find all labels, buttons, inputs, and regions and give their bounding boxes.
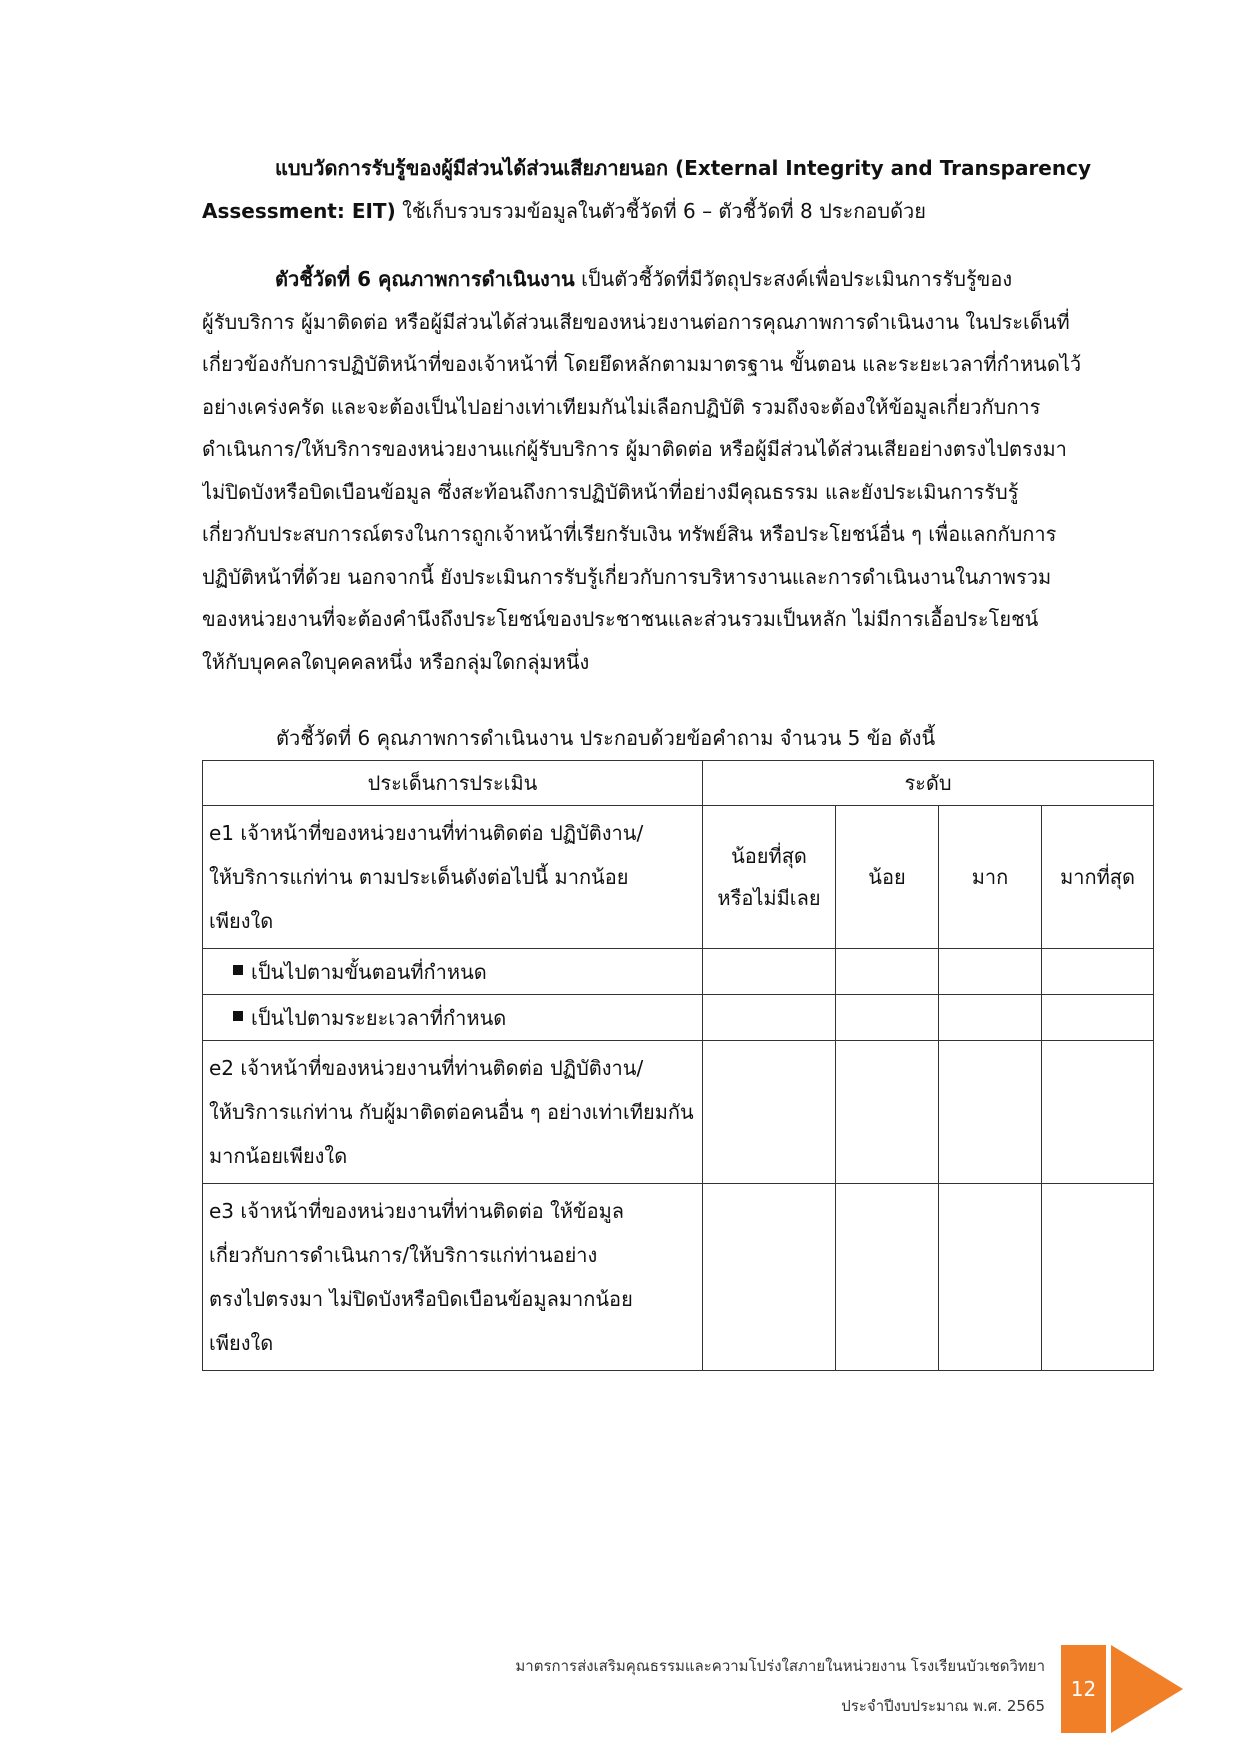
rating-cell[interactable] <box>836 995 939 1041</box>
rating-cell[interactable] <box>836 949 939 995</box>
footer-title: มาตรการส่งเสริมคุณธรรมและความโปร่งใสภายในหน่วยงาน โรงเรียนบัวเชดวิทยา <box>515 1657 1045 1675</box>
evaluation-table <box>202 760 1154 1371</box>
header-issue: ประเด็นการประเมิน <box>203 761 703 806</box>
intro-paragraph <box>202 147 1102 232</box>
question-e2: e2 เจ้าหน้าที่ของหน่วยงานที่ท่านติดต่อ ปฏิบัติงาน/ ให้บริการแก่ท่าน กับผู้มาติดต่อคนอื่น ๆ อย่างเท่าเทียมกัน มากน้อยเพียงใด <box>203 1041 703 1184</box>
intro-title-cont: Assessment: EIT) <box>202 198 396 223</box>
table-row <box>203 1041 1154 1184</box>
header-level: ระดับ <box>703 761 1154 806</box>
level-much: มาก <box>939 806 1042 949</box>
indicator6-line: ผู้รับบริการ ผู้มาติดต่อ หรือผู้มีส่วนได้ส่วนเสียของหน่วยงานต่อการคุณภาพการดำเนินงาน ในประเด็นที่ <box>202 309 1070 334</box>
indicator6-line: ไม่ปิดบังหรือบิดเบือนข้อมูล ซึ่งสะท้อนถึงการปฏิบัติหน้าที่อย่างมีคุณธรรม และยังประเมินการรับรู้ <box>202 479 1019 504</box>
question-e1: e1 เจ้าหน้าที่ของหน่วยงานที่ท่านติดต่อ ปฏิบัติงาน/ ให้บริการแก่ท่าน ตามประเด็นดังต่อไปนี้ มากน้อย เพียงใด <box>203 806 703 949</box>
rating-cell[interactable] <box>1042 1041 1154 1184</box>
rating-cell[interactable] <box>939 1184 1042 1371</box>
arrow-right-icon <box>1111 1645 1183 1733</box>
rating-cell[interactable] <box>1042 949 1154 995</box>
intro-text: ใช้เก็บรวบรวมข้อมูลในตัวชี้วัดที่ 6 – ตัวชี้วัดที่ 8 ประกอบด้วย <box>395 198 927 223</box>
level-most: มากที่สุด <box>1042 806 1154 949</box>
table-header-row <box>203 761 1154 806</box>
indicator6-line: ปฏิบัติหน้าที่ด้วย นอกจากนี้ ยังประเมินการรับรู้เกี่ยวกับการบริหารงานและการดำเนินงานในภาพรวม <box>202 564 1052 589</box>
indicator6-line: เกี่ยวกับประสบการณ์ตรงในการถูกเจ้าหน้าที่เรียกรับเงิน ทรัพย์สิน หรือประโยชน์อื่น ๆ เพื่อแลกกับการ <box>202 522 1057 546</box>
indicator6-line: อย่างเคร่งครัด และจะต้องเป็นไปอย่างเท่าเทียมกันไม่เลือกปฏิบัติ รวมถึงจะต้องให้ข้อมูลเกี่ยวกับการ <box>202 394 1041 419</box>
rating-cell[interactable] <box>939 995 1042 1041</box>
question-e3: e3 เจ้าหน้าที่ของหน่วยงานที่ท่านติดต่อ ให้ข้อมูล เกี่ยวกับการดำเนินการ/ให้บริการแก่ท่านอย่าง ตรงไปตรงมา ไม่ปิดบังหรือบิดเบือนข้อมูลมากน้อย เพียงใด <box>203 1184 703 1371</box>
page-number-badge <box>1061 1645 1106 1733</box>
table-row <box>203 949 1154 995</box>
page-number: 12 <box>1070 1677 1097 1701</box>
indicator6-line: เป็นตัวชี้วัดที่มีวัตถุประสงค์เพื่อประเมินการรับรู้ของ <box>574 267 1013 291</box>
table-caption: ตัวชี้วัดที่ 6 คุณภาพการดำเนินงาน ประกอบด้วยข้อคำถาม จำนวน 5 ข้อ ดังนี้ <box>276 726 936 750</box>
rating-cell[interactable] <box>939 1041 1042 1184</box>
indicator6-paragraph <box>202 258 1102 683</box>
rating-cell[interactable] <box>939 949 1042 995</box>
footer-fiscal-year: ประจำปีงบประมาณ พ.ศ. 2565 <box>841 1697 1045 1715</box>
indicator6-line: ของหน่วยงานที่จะต้องคำนึงถึงประโยชน์ของประชาชนและส่วนรวมเป็นหลัก ไม่มีการเอื้อประโยชน์ <box>202 607 1039 631</box>
rating-cell[interactable] <box>703 1184 836 1371</box>
rating-cell[interactable] <box>836 1041 939 1184</box>
indicator6-line: เกี่ยวข้องกับการปฏิบัติหน้าที่ของเจ้าหน้าที่ โดยยึดหลักตามมาตรฐาน ขั้นตอน และระยะเวลาที่กำหนดไว้ <box>202 352 1082 376</box>
rating-cell[interactable] <box>836 1184 939 1371</box>
sub-item: เป็นไปตามขั้นตอนที่กำหนด <box>203 949 703 995</box>
rating-cell[interactable] <box>1042 1184 1154 1371</box>
indicator6-line: ให้กับบุคคลใดบุคคลหนึ่ง หรือกลุ่มใดกลุ่มหนึ่ง <box>202 649 590 674</box>
indicator6-line: ดำเนินการ/ให้บริการของหน่วยงานแก่ผู้รับบริการ ผู้มาติดต่อ หรือผู้มีส่วนได้ส่วนเสียอย่างตรงไปตรงมา <box>202 437 1067 461</box>
level-little: น้อย <box>836 806 939 949</box>
indicator6-heading: ตัวชี้วัดที่ 6 คุณภาพการดำเนินงาน <box>275 267 575 291</box>
table-row <box>203 995 1154 1041</box>
intro-title: แบบวัดการรับรู้ของผู้มีส่วนได้ส่วนเสียภายนอก (External Integrity and Transparency <box>275 156 1092 180</box>
rating-cell[interactable] <box>703 995 836 1041</box>
square-bullet-icon <box>233 965 243 975</box>
square-bullet-icon <box>233 1011 243 1021</box>
rating-cell[interactable] <box>703 1041 836 1184</box>
level-least: น้อยที่สุด หรือไม่มีเลย <box>703 806 836 949</box>
rating-cell[interactable] <box>1042 995 1154 1041</box>
table-row <box>203 1184 1154 1371</box>
sub-item: เป็นไปตามระยะเวลาที่กำหนด <box>203 995 703 1041</box>
page-footer <box>515 1646 1045 1726</box>
rating-cell[interactable] <box>703 949 836 995</box>
table-row <box>203 806 1154 949</box>
